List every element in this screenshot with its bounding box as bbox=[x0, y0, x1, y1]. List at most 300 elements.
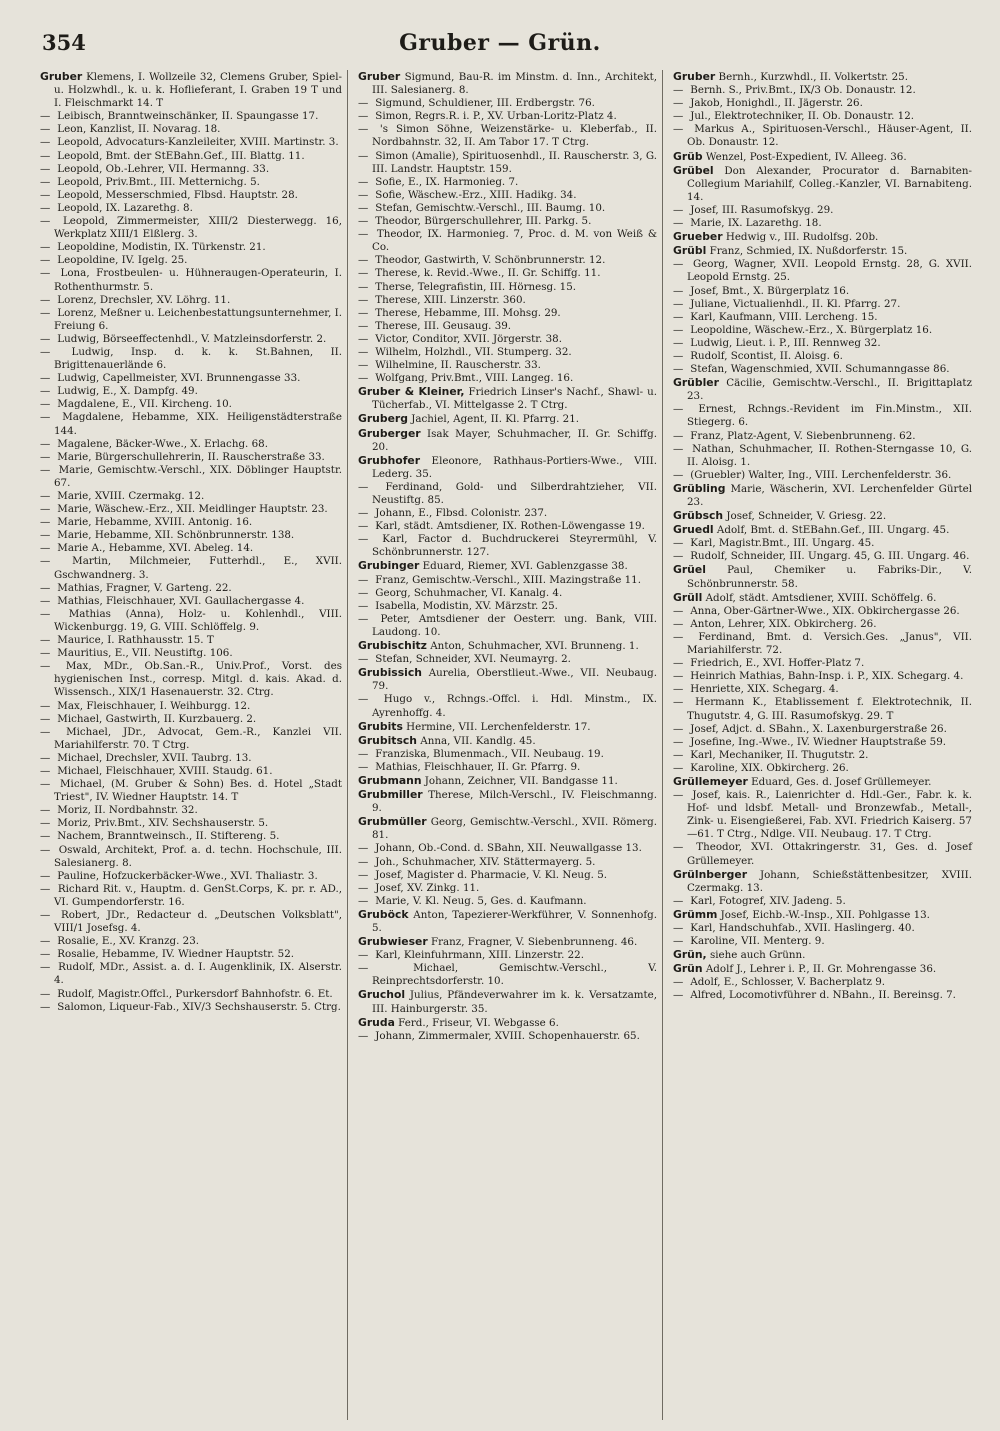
directory-entry bbox=[673, 935, 972, 948]
entry-text: Rudolf, Magistr.Offcl., Purkersdorf Bahnhofstr. 6. Et. bbox=[57, 987, 333, 1000]
entry-text: Leopoldine, IV. Igelg. 25. bbox=[57, 254, 188, 267]
ditto-dash: — bbox=[358, 372, 369, 385]
surname-heading: Gruber bbox=[40, 70, 83, 83]
ditto-dash: — bbox=[40, 699, 51, 712]
ditto-dash: — bbox=[40, 987, 51, 1000]
entry-text: Karoline, XIX. Obkircherg. 26. bbox=[690, 761, 849, 774]
directory-entry bbox=[673, 762, 972, 775]
ditto-dash: — bbox=[40, 869, 51, 882]
directory-entry bbox=[673, 97, 972, 110]
directory-entry bbox=[358, 653, 657, 666]
ditto-dash: — bbox=[40, 306, 51, 319]
entry-text: Franz, Gemischtw.-Verschl., XIII. Mazingstraße 11. bbox=[375, 573, 641, 586]
directory-entry bbox=[358, 788, 657, 815]
surname-heading: Grubmüller bbox=[358, 815, 427, 829]
directory-entry bbox=[40, 948, 342, 961]
directory-entry bbox=[673, 989, 972, 1002]
entry-text: Josefine, Ing.-Wwe., IV. Wiedner Hauptstraße 59. bbox=[690, 735, 947, 748]
ditto-dash: — bbox=[673, 617, 684, 630]
directory-entry bbox=[358, 815, 657, 842]
entry-text: Ludwig, E., X. Dampfg. 49. bbox=[57, 385, 198, 398]
ditto-dash: — bbox=[673, 217, 684, 230]
directory-entry bbox=[40, 909, 342, 935]
entry-text: Mathias, Fleischhauer, II. Gr. Pfarrg. 9. bbox=[375, 760, 581, 773]
entry-text: Marie, IX. Lazarethg. 18. bbox=[690, 217, 822, 230]
ditto-dash: — bbox=[673, 935, 684, 948]
directory-entry bbox=[673, 337, 972, 350]
ditto-dash: — bbox=[358, 215, 369, 228]
entry-text: Leopold, Zimmermeister, XIII/2 Diesterwegg. 16, Werkplatz XIII/1 Elßlerg. 3. bbox=[54, 215, 342, 241]
directory-entry bbox=[358, 1030, 657, 1043]
entry-text: Ludwig, Börseeffectenhdl., V. Matzleinsdorferstr. 2. bbox=[57, 332, 327, 345]
directory-entry bbox=[673, 895, 972, 908]
surname-heading: Gruda bbox=[358, 1015, 395, 1029]
surname-heading: Grubischitz bbox=[358, 639, 427, 653]
ditto-dash: — bbox=[358, 868, 369, 881]
entry-text: Marie, Hebamme, XVIII. Antonig. 16. bbox=[57, 516, 253, 529]
directory-entry bbox=[40, 700, 342, 713]
entry-text: Josef, Bmt., X. Bürgerplatz 16. bbox=[690, 284, 850, 297]
directory-entry bbox=[40, 595, 342, 608]
entry-text: Martin, Milchmeier, Futterhdl., E., XVII. Gschwandnerg. 3. bbox=[54, 555, 342, 581]
directory-entry bbox=[40, 385, 342, 398]
ditto-dash: — bbox=[358, 894, 369, 907]
entry-text: Heinrich Mathias, Bahn-Insp. i. P., XIX. Schegarg. 4. bbox=[690, 670, 964, 683]
entry-text: Peter, Amtsdiener der Oesterr. ung. Bank, VIII. Laudong. 10. bbox=[372, 612, 657, 638]
entry-text: Josef, Schneider, V. Griesg. 22. bbox=[726, 510, 887, 523]
directory-entry bbox=[358, 666, 657, 693]
directory-entry bbox=[40, 804, 342, 817]
entry-text: Wenzel, Post-Expedient, IV. Alleeg. 36. bbox=[705, 150, 907, 163]
directory-entry bbox=[673, 605, 972, 618]
entry-text: Mauritius, E., VII. Neustiftg. 106. bbox=[57, 647, 233, 660]
surname-heading: Gruber bbox=[358, 70, 401, 83]
entry-text: (Gruebler) Walter, Ing., VIII. Lerchenfelderstr. 36. bbox=[690, 468, 952, 481]
entry-text: Max, MDr., Ob.San.-R., Univ.Prof., Vorst. des hygienischen Inst., corresp. Mitgl. d. kais. Akad. d. Wissensch., XIX/1 Hasenauerstr. 32. Ctrg. bbox=[54, 660, 342, 699]
entry-text: Oswald, Architekt, Prof. a. d. techn. Hochschule, III. Salesianerg. 8. bbox=[54, 843, 342, 869]
surname-heading: Grüllemeyer bbox=[673, 774, 748, 788]
ditto-dash: — bbox=[673, 363, 684, 376]
entry-text: Karl, Factor d. Buchdruckerei Steyrermühl, V. Schönbrunnerstr. 127. bbox=[372, 533, 657, 559]
ditto-dash: — bbox=[40, 725, 51, 738]
directory-entry bbox=[358, 988, 657, 1015]
entry-text: Paul, Chemiker u. Fabriks-Dir., V. Schönbrunnerstr. 58. bbox=[687, 564, 973, 590]
directory-entry bbox=[40, 529, 342, 542]
entry-text: Marie, Bürgerschullehrerin, II. Rauscherstraße 33. bbox=[57, 450, 325, 463]
directory-entry bbox=[673, 789, 972, 841]
entry-text: Michael, (M. Gruber & Sohn) Bes. d. Hotel „Stadt Triest", IV. Wiedner Hauptstr. 14. T bbox=[54, 778, 342, 804]
directory-entry bbox=[358, 228, 657, 254]
page-number: 354 bbox=[42, 30, 86, 55]
directory-entry bbox=[40, 150, 342, 163]
entry-text: Karl, städt. Amtsdiener, IX. Rothen-Löwengasse 19. bbox=[375, 520, 645, 533]
entry-text: Karl, Magistr.Bmt., III. Ungarg. 45. bbox=[690, 537, 875, 550]
directory-entry bbox=[358, 895, 657, 908]
surname-heading: Grubhofer bbox=[358, 453, 421, 467]
entry-text: Anton, Lehrer, XIX. Obkircherg. 26. bbox=[690, 617, 877, 630]
entry-text: Josef, III. Rasumofskyg. 29. bbox=[690, 203, 834, 216]
entry-text: Wilhelm, Holzhdl., VII. Stumperg. 32. bbox=[375, 345, 572, 358]
ditto-dash: — bbox=[40, 149, 51, 162]
directory-entry bbox=[358, 267, 657, 280]
entry-text: Aurelia, Oberstlieut.-Wwe., VII. Neubaug. 79. bbox=[372, 667, 657, 693]
directory-entry bbox=[673, 311, 972, 324]
entry-text: Anton, Schuhmacher, XVI. Brunneng. 1. bbox=[430, 640, 639, 653]
ditto-dash: — bbox=[40, 123, 51, 136]
entry-text: Johann, Zimmermaler, XVIII. Schopenhauerstr. 65. bbox=[375, 1029, 640, 1042]
ditto-dash: — bbox=[673, 203, 684, 216]
surname-heading: Grubitsch bbox=[358, 733, 417, 747]
directory-entry bbox=[358, 574, 657, 587]
directory-entry bbox=[358, 294, 657, 307]
entry-text: Hugo v., Rchngs.-Offcl. i. Hdl. Minstm., IX. Ayrenhoffg. 4. bbox=[372, 693, 657, 719]
surname-heading: Grüb bbox=[673, 149, 703, 163]
directory-entry bbox=[358, 842, 657, 855]
entry-text: Maurice, I. Rathhausstr. 15. T bbox=[57, 634, 214, 647]
entry-text: Therese, Hebamme, III. Mohsg. 29. bbox=[375, 306, 561, 319]
ditto-dash: — bbox=[40, 581, 51, 594]
surname-heading: Grülnberger bbox=[673, 867, 748, 881]
entry-text: Rudolf, Schneider, III. Ungarg. 45, G. III. Ungarg. 46. bbox=[690, 550, 970, 563]
directory-entry bbox=[40, 961, 342, 987]
entry-text: Sigmund, Bau-R. im Minstm. d. Inn., Architekt, III. Salesianerg. 8. bbox=[372, 71, 657, 97]
ditto-dash: — bbox=[673, 894, 684, 907]
ditto-dash: — bbox=[40, 909, 51, 921]
surname-heading: Grübling bbox=[673, 481, 726, 495]
surname-heading: Gruchol bbox=[358, 988, 406, 1002]
ditto-dash: — bbox=[358, 573, 369, 586]
column-1 bbox=[32, 70, 347, 1420]
directory-entry bbox=[40, 123, 342, 136]
entry-text: Marie, Wäscherin, XVI. Lerchenfelder Gürtel 23. bbox=[687, 482, 972, 508]
directory-entry bbox=[673, 110, 972, 123]
entry-text: Josef, kais. R., Laienrichter d. Hdl.-Ger., Fabr. k. k. Hof- und ldsbf. Metall- und Bronzewfab., Metall-, Zink- u. Eisengießerei, Fab. XVI. Friedrich Kaiserg. 57—61. T Ctrg., Ndlge. VII. Neubaug. 17. T Ctrg. bbox=[687, 789, 972, 841]
ditto-dash: — bbox=[358, 586, 369, 599]
directory-entry bbox=[40, 254, 342, 267]
directory-entry bbox=[40, 516, 342, 529]
directory-entry bbox=[673, 908, 972, 922]
directory-entry bbox=[358, 774, 657, 788]
ditto-dash: — bbox=[673, 657, 684, 670]
entry-text: Franz, Fragner, V. Siebenbrunneng. 46. bbox=[430, 936, 638, 949]
ditto-dash: — bbox=[40, 529, 51, 542]
ditto-dash: — bbox=[40, 201, 51, 214]
directory-entry bbox=[358, 533, 657, 559]
entry-text: Ferdinand, Bmt. d. Versich.Ges. „Janus", VII. Mariahilferstr. 72. bbox=[687, 630, 972, 657]
directory-entry bbox=[40, 110, 342, 123]
surname-heading: Grubwieser bbox=[358, 935, 428, 949]
entry-text: Franziska, Blumenmach., VII. Neubaug. 19. bbox=[375, 747, 604, 760]
directory-entry bbox=[673, 550, 972, 563]
entry-text: Michael, Fleischhauer, XVIII. Staudg. 61. bbox=[57, 764, 273, 777]
entry-text: Leon, Kanzlist, II. Novarag. 18. bbox=[57, 123, 221, 136]
directory-entry bbox=[673, 164, 972, 204]
ditto-dash: — bbox=[40, 503, 51, 516]
ditto-dash: — bbox=[40, 254, 51, 267]
directory-entry bbox=[40, 294, 342, 307]
directory-entry bbox=[40, 542, 342, 555]
entry-text: Theodor, IX. Harmonieg. 7, Proc. d. M. von Weiß & Co. bbox=[372, 228, 657, 254]
surname-heading: Gruberg bbox=[358, 412, 408, 426]
entry-text: Leopoldine, Modistin, IX. Türkenstr. 21. bbox=[57, 241, 266, 254]
directory-entry bbox=[673, 430, 972, 443]
ditto-dash: — bbox=[358, 188, 369, 201]
entry-text: Pauline, Hofzuckerbäcker-Wwe., XVI. Thaliastr. 3. bbox=[57, 869, 318, 882]
entry-text: Henriette, XIX. Schegarg. 4. bbox=[690, 683, 839, 696]
entry-text: Rosalie, E., XV. Kranzg. 23. bbox=[57, 935, 200, 948]
entry-text: Rosalie, Hebamme, IV. Wiedner Hauptstr. 52. bbox=[57, 948, 295, 961]
entry-text: Max, Fleischhauer, I. Weihburgg. 12. bbox=[57, 699, 251, 712]
ditto-dash: — bbox=[358, 480, 369, 493]
directory-entry bbox=[40, 503, 342, 516]
ditto-dash: — bbox=[673, 604, 684, 617]
directory-entry bbox=[358, 215, 657, 228]
directory-entry bbox=[358, 176, 657, 189]
entry-text: Nachem, Branntweinsch., II. Stiftereng. 5. bbox=[57, 830, 280, 843]
ditto-dash: — bbox=[358, 267, 369, 280]
entry-text: Theodor, XVI. Ottakringerstr. 31, Ges. d. Josef Grüllemeyer. bbox=[687, 841, 973, 867]
entry-text: Lona, Frostbeulen- u. Hühneraugen-Operateurin, I. Rothenthurmstr. 5. bbox=[54, 267, 342, 293]
directory-entry bbox=[40, 1001, 342, 1014]
entry-text: Jakob, Honighdl., II. Jägerstr. 26. bbox=[690, 97, 863, 110]
ditto-dash: — bbox=[40, 345, 51, 358]
surname-heading: Grüll bbox=[673, 590, 703, 604]
directory-entry bbox=[673, 563, 972, 590]
entry-text: Mathias, Fragner, V. Garteng. 22. bbox=[57, 581, 232, 594]
ditto-dash: — bbox=[40, 935, 51, 948]
directory-entry bbox=[40, 844, 342, 870]
ditto-dash: — bbox=[40, 778, 51, 791]
directory-entry bbox=[40, 176, 342, 189]
directory-entry bbox=[40, 555, 342, 581]
entry-text: Klemens, I. Wollzeile 32, Clemens Gruber, Spiel- u. Holzwhdl., k. u. k. Hoflieferant, I. Graben 19 T und I. Fleischmarkt 14. T bbox=[54, 71, 342, 110]
ditto-dash: — bbox=[40, 293, 51, 306]
entry-text: Victor, Conditor, XVII. Jörgerstr. 38. bbox=[375, 332, 562, 345]
surname-heading: Gruberger bbox=[358, 426, 421, 440]
entry-text: Eduard, Ges. d. Josef Grüllemeyer. bbox=[751, 775, 932, 788]
directory-entry bbox=[358, 962, 657, 988]
ditto-dash: — bbox=[358, 599, 369, 612]
directory-entry bbox=[358, 320, 657, 333]
entry-text: Lorenz, Meßner u. Leichenbestattungsunternehmer, I. Freiung 6. bbox=[54, 306, 342, 332]
directory-entry bbox=[40, 752, 342, 765]
directory-entry bbox=[673, 324, 972, 337]
entry-text: Ludwig, Capellmeister, XVI. Brunnengasse 33. bbox=[57, 372, 301, 385]
ditto-dash: — bbox=[358, 949, 369, 962]
directory-entry bbox=[358, 70, 657, 97]
entry-text: Michael, Drechsler, XVII. Taubrg. 13. bbox=[57, 751, 252, 764]
ditto-dash: — bbox=[358, 962, 369, 975]
ditto-dash: — bbox=[673, 670, 684, 683]
ditto-dash: — bbox=[673, 310, 684, 323]
ditto-dash: — bbox=[40, 1000, 51, 1013]
entry-text: Wolfgang, Priv.Bmt., VIII. Langeg. 16. bbox=[375, 372, 574, 385]
entry-text: 's Simon Söhne, Weizenstärke- u. Kleberfab., II. Nordbahnstr. 32, II. Am Tabor 17. T Ctrg. bbox=[372, 123, 657, 149]
directory-entry bbox=[40, 582, 342, 595]
ditto-dash: — bbox=[358, 359, 369, 372]
directory-entry bbox=[40, 634, 342, 647]
entry-text: Anna, Ober-Gärtner-Wwe., XIX. Obkirchergasse 26. bbox=[690, 604, 960, 617]
entry-text: Eleonore, Rathhaus-Portiers-Wwe., VIII. Lederg. 35. bbox=[372, 454, 658, 480]
ditto-dash: — bbox=[358, 855, 369, 868]
entry-text: Magdalene, E., VII. Kircheng. 10. bbox=[57, 398, 232, 411]
directory-entry bbox=[358, 613, 657, 639]
ditto-dash: — bbox=[358, 175, 369, 188]
directory-entry bbox=[673, 868, 972, 895]
entry-text: Bernh., Kurzwhdl., II. Volkertstr. 25. bbox=[718, 71, 908, 83]
ditto-dash: — bbox=[673, 537, 684, 550]
directory-entry bbox=[673, 696, 972, 722]
directory-entry bbox=[358, 123, 657, 149]
directory-entry bbox=[673, 723, 972, 736]
ditto-dash: — bbox=[358, 97, 369, 110]
entry-text: Mathias (Anna), Holz- u. Kohlenhdl., VIII. Wickenburgg. 19, G. VIII. Schlöffelg. 9. bbox=[54, 607, 342, 633]
ditto-dash: — bbox=[358, 306, 369, 319]
entry-text: Johann, E., Flbsd. Colonistr. 237. bbox=[375, 507, 548, 520]
ditto-dash: — bbox=[673, 789, 684, 802]
directory-entry bbox=[673, 591, 972, 605]
directory-entry bbox=[358, 520, 657, 533]
entry-text: Franz, Platz-Agent, V. Siebenbrunneng. 62. bbox=[690, 429, 916, 442]
entry-text: Karoline, VII. Menterg. 9. bbox=[690, 935, 825, 948]
entry-text: Sigmund, Schuldiener, III. Erdbergstr. 76. bbox=[375, 97, 595, 110]
ditto-dash: — bbox=[673, 258, 684, 271]
directory-entry bbox=[673, 363, 972, 376]
entry-text: Franz, Schmied, IX. Nußdorferstr. 15. bbox=[709, 245, 908, 258]
directory-entry bbox=[673, 150, 972, 164]
ditto-dash: — bbox=[673, 110, 684, 123]
surname-heading: Gruböck bbox=[358, 907, 409, 921]
directory-entry bbox=[358, 600, 657, 613]
entry-text: Magdalene, Hebamme, XIX. Heiligenstädterstraße 144. bbox=[54, 411, 342, 437]
directory-entry bbox=[358, 346, 657, 359]
directory-entry bbox=[358, 587, 657, 600]
entry-text: Johann, Schießstättenbesitzer, XVIII. Czermakg. 13. bbox=[687, 868, 972, 894]
page-header bbox=[0, 30, 1000, 64]
directory-entry bbox=[358, 333, 657, 346]
entry-text: Georg, Gemischtw.-Verschl., XVII. Römerg. 81. bbox=[372, 816, 657, 842]
ditto-dash: — bbox=[673, 468, 684, 481]
ditto-dash: — bbox=[358, 110, 369, 123]
ditto-dash: — bbox=[358, 228, 369, 241]
ditto-dash: — bbox=[673, 630, 684, 643]
directory-entry bbox=[673, 244, 972, 258]
directory-entry bbox=[40, 451, 342, 464]
ditto-dash: — bbox=[358, 1029, 369, 1042]
entry-text: Leopold, IX. Lazarethg. 8. bbox=[57, 201, 193, 214]
ditto-dash: — bbox=[358, 747, 369, 760]
ditto-dash: — bbox=[673, 696, 684, 709]
entry-text: Ferdinand, Gold- und Silberdrahtzieher, VII. Neustiftg. 85. bbox=[372, 480, 657, 506]
ditto-dash: — bbox=[358, 201, 369, 214]
ditto-dash: — bbox=[40, 948, 51, 961]
directory-entry bbox=[358, 412, 657, 426]
directory-entry bbox=[673, 509, 972, 523]
entry-text: Simon, Regrs.R. i. P., XV. Urban-Loritz-Platz 4. bbox=[375, 110, 617, 123]
directory-entry bbox=[358, 869, 657, 882]
ditto-dash: — bbox=[358, 280, 369, 293]
directory-entry bbox=[40, 136, 342, 149]
ditto-dash: — bbox=[40, 607, 51, 620]
surname-heading: Grübsch bbox=[673, 509, 724, 523]
ditto-dash: — bbox=[673, 403, 684, 416]
entry-text: Salomon, Liqueur-Fab., XIV/3 Sechshauserstr. 5. Ctrg. bbox=[57, 1000, 341, 1013]
ditto-dash: — bbox=[358, 293, 369, 306]
entry-text: Mathias, Fleischhauer, XVI. Gaullachergasse 4. bbox=[57, 594, 305, 607]
ditto-dash: — bbox=[40, 136, 51, 149]
ditto-dash: — bbox=[673, 761, 684, 774]
ditto-dash: — bbox=[40, 751, 51, 764]
ditto-dash: — bbox=[673, 683, 684, 696]
entry-text: Anna, VII. Kandlg. 45. bbox=[420, 734, 536, 747]
entry-text: Leopold, Bmt. der StEBahn.Gef., III. Blattg. 11. bbox=[57, 149, 305, 162]
ditto-dash: — bbox=[40, 450, 51, 463]
ditto-dash: — bbox=[40, 215, 51, 228]
directory-entry bbox=[673, 482, 972, 509]
ditto-dash: — bbox=[358, 254, 369, 267]
entry-text: Marie A., Hebamme, XVI. Abeleg. 14. bbox=[57, 542, 254, 555]
directory-entry bbox=[358, 949, 657, 962]
entry-text: Markus A., Spirituosen-Verschl., Häuser-Agent, II. Ob. Donaustr. 12. bbox=[687, 123, 973, 149]
entry-text: Marie, Wäschew.-Erz., XII. Meidlinger Hauptstr. 23. bbox=[57, 503, 328, 516]
entry-text: Sofie, Wäschew.-Erz., XIII. Hadikg. 34. bbox=[375, 188, 577, 201]
ditto-dash: — bbox=[358, 345, 369, 358]
entry-text: Jul., Elektrotechniker, II. Ob. Donaustr. 12. bbox=[690, 110, 915, 123]
entry-text: Marie, V. Kl. Neug. 5, Ges. d. Kaufmann. bbox=[375, 894, 587, 907]
directory-entry bbox=[673, 204, 972, 217]
entry-text: Friedrich Linser's Nachf., Shawl- u. Tücherfab., VI. Mittelgasse 2. T Ctrg. bbox=[372, 386, 657, 412]
directory-entry bbox=[358, 150, 657, 176]
directory-entry bbox=[358, 693, 657, 719]
directory-entry bbox=[673, 775, 972, 789]
directory-entry bbox=[673, 350, 972, 363]
directory-entry bbox=[40, 765, 342, 778]
directory-entry bbox=[358, 372, 657, 385]
entry-text: Marie, Gemischtw.-Verschl., XIX. Döblinger Hauptstr. 67. bbox=[54, 463, 343, 489]
entry-text: Nathan, Schuhmacher, II. Rothen-Sterngasse 10, G. II. Aloisg. 1. bbox=[687, 442, 972, 468]
entry-text: Johann, Ob.-Cond. d. SBahn, XII. Neuwallgasse 13. bbox=[375, 842, 642, 855]
directory-entry bbox=[358, 254, 657, 267]
entry-text: Therese, Milch-Verschl., IV. Fleischmanng. 9. bbox=[372, 789, 657, 815]
directory-entry bbox=[358, 761, 657, 774]
entry-text: Ludwig, Lieut. i. P., III. Rennweg 32. bbox=[690, 336, 881, 349]
directory-entry bbox=[673, 285, 972, 298]
directory-entry bbox=[358, 385, 657, 412]
ditto-dash: — bbox=[40, 411, 51, 424]
directory-entry bbox=[40, 490, 342, 503]
entry-text: Rudolf, MDr., Assist. a. d. I. Augenklinik, IX. Alserstr. 4. bbox=[54, 961, 342, 987]
entry-text: Moriz, Priv.Bmt., XIV. Sechshauserstr. 5. bbox=[57, 817, 269, 830]
ditto-dash: — bbox=[673, 722, 684, 735]
ditto-dash: — bbox=[40, 332, 51, 345]
directory-entry bbox=[40, 464, 342, 490]
directory-entry bbox=[358, 720, 657, 734]
directory-entry bbox=[40, 307, 342, 333]
entry-text: Cäcilie, Gemischtw.-Verschl., II. Brigittaplatz 23. bbox=[687, 377, 972, 403]
surname-heading: Grueber bbox=[673, 230, 723, 244]
entry-text: Josef, XV. Zinkg. 11. bbox=[375, 881, 480, 894]
ditto-dash: — bbox=[673, 841, 684, 854]
ditto-dash: — bbox=[40, 660, 51, 673]
directory-entry bbox=[40, 333, 342, 346]
directory-entry bbox=[358, 481, 657, 507]
directory-entry bbox=[40, 870, 342, 883]
ditto-dash: — bbox=[673, 284, 684, 297]
surname-heading: Gruber bbox=[673, 70, 716, 83]
entry-text: Therese, III. Geusaug. 39. bbox=[375, 319, 512, 332]
surname-heading: Gruber & Kleiner, bbox=[358, 385, 465, 399]
directory-entry bbox=[40, 817, 342, 830]
